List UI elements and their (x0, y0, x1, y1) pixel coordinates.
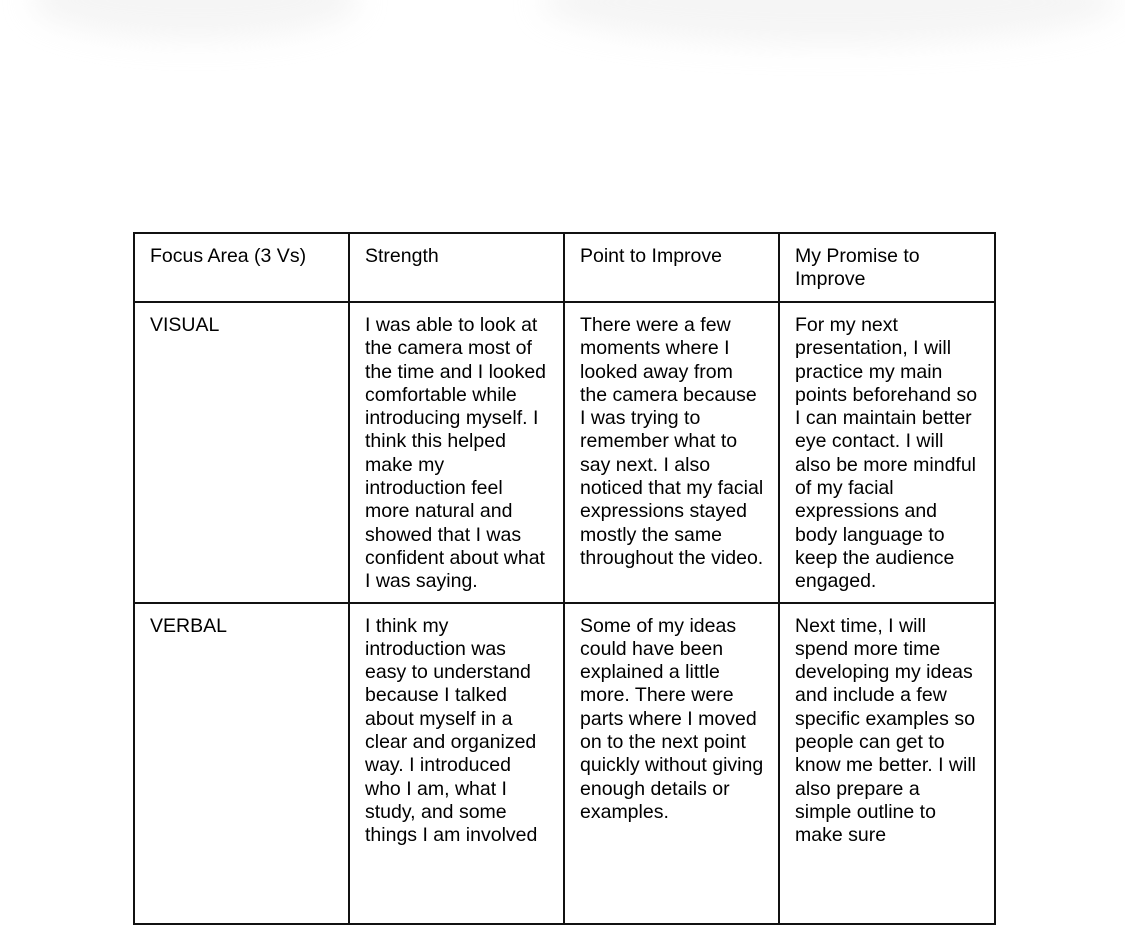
table-header-row (134, 233, 995, 302)
point-to-improve-cell: There were a few moments where I looked away from the camera because I was trying to remember what to say next. I also noticed that my facial expressions stayed mostly the same throughout the video. (564, 302, 779, 603)
table-row-visual (134, 302, 995, 603)
focus-area-cell: VERBAL (134, 603, 349, 924)
point-to-improve-cell: Some of my ideas could have been explained a little more. There were parts where I moved on to the next point quickly without giving enough details or examples. (564, 603, 779, 924)
header-strength: Strength (349, 233, 564, 302)
header-point-to-improve: Point to Improve (564, 233, 779, 302)
promise-cell: For my next presentation, I will practice my main points beforehand so I can maintain better eye contact. I will also be more mindful of my facial expressions and body language to keep the audience engaged. (779, 302, 995, 603)
header-promise: My Promise to Improve (779, 233, 995, 302)
self-assessment-table (133, 232, 996, 925)
strength-cell: I was able to look at the camera most of the time and I looked comfortable while introducing myself. I think this helped make my introduction feel more natural and showed that I was confident about what I was saying. (349, 302, 564, 603)
header-focus-area: Focus Area (3 Vs) (134, 233, 349, 302)
strength-cell: I think my introduction was easy to understand because I talked about myself in a clear and organized way. I introduced who I am, what I study, and some things I am involved (349, 603, 564, 924)
table-row-verbal (134, 603, 995, 924)
focus-area-cell: VISUAL (134, 302, 349, 603)
promise-cell: Next time, I will spend more time developing my ideas and include a few specific examples so people can get to know me better. I will also prepare a simple outline to make sure (779, 603, 995, 924)
